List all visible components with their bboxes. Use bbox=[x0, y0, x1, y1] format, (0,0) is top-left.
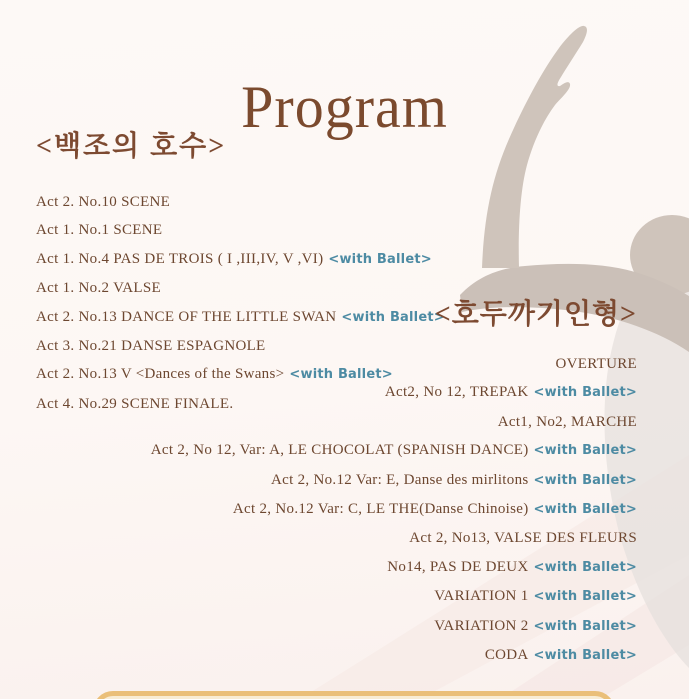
with-ballet-badge: <with Ballet> bbox=[533, 648, 637, 664]
program-item-text: Act 1. No.4 PAS DE TROIS ( I ,III,IV, V ,VI) bbox=[36, 250, 324, 267]
nutcracker-section bbox=[37, 292, 637, 670]
program-item-text: Act 2, No.12 Var: E, Danse des mirlitons bbox=[270, 471, 529, 488]
with-ballet-badge: <with Ballet> bbox=[533, 589, 637, 605]
program-item-text: Act 4. No.29 SCENE FINALE. bbox=[36, 395, 234, 412]
with-ballet-badge: <with Ballet> bbox=[341, 309, 445, 325]
with-ballet-badge: <with Ballet> bbox=[533, 443, 637, 459]
program-item-text: OVERTURE bbox=[555, 356, 637, 372]
program-item-text: CODA bbox=[484, 647, 529, 664]
program-item-text: Act 2. No.13 DANCE OF THE LITTLE SWAN bbox=[36, 308, 337, 325]
program-item bbox=[37, 612, 637, 641]
program-item-text: Act 1. No.1 SCENE bbox=[36, 222, 163, 239]
with-ballet-badge: <with Ballet> bbox=[533, 385, 637, 401]
with-ballet-badge: <with Ballet> bbox=[533, 472, 637, 488]
program-item-text: Act 2. No.13 V <Dances of the Swans> bbox=[36, 366, 285, 383]
with-ballet-badge: <with Ballet> bbox=[533, 502, 637, 518]
arm-silhouette bbox=[482, 26, 587, 268]
with-ballet-badge: <with Ballet> bbox=[533, 618, 637, 634]
program-item bbox=[37, 466, 637, 495]
program-item bbox=[37, 408, 637, 436]
with-ballet-badge: <with Ballet> bbox=[289, 367, 393, 383]
swan-lake-heading: <백조의 호수> bbox=[36, 131, 227, 162]
program-item bbox=[37, 553, 637, 582]
program-item bbox=[37, 436, 637, 465]
program-item-text: Act 2, No.12 Var: C, LE THE(Danse Chinoise) bbox=[232, 501, 529, 518]
program-item bbox=[36, 245, 476, 274]
program-item-text: VARIATION 2 bbox=[434, 617, 529, 634]
program-item bbox=[37, 495, 637, 524]
program-item-text: VARIATION 1 bbox=[434, 588, 529, 605]
program-item bbox=[37, 641, 637, 670]
program-item-text: Act 2, No13, VALSE DES FLEURS bbox=[409, 530, 637, 547]
program-item bbox=[37, 582, 637, 611]
nutcracker-heading: <호두까기인형> bbox=[434, 299, 637, 330]
program-item-text: Act 2. No.10 SCENE bbox=[36, 194, 171, 210]
bottom-panel bbox=[93, 691, 615, 699]
nutcracker-list bbox=[37, 350, 637, 670]
program-item-text: Act 2, No 12, Var: A, LE CHOCOLAT (SPANISH DANCE) bbox=[150, 442, 529, 459]
program-item bbox=[37, 524, 637, 552]
program-item-text: Act1, No2, MARCHE bbox=[497, 413, 637, 430]
program-item bbox=[37, 350, 637, 378]
page-title: Program bbox=[241, 72, 448, 141]
program-item bbox=[36, 188, 476, 216]
program-item bbox=[37, 378, 637, 407]
program-item-text: No14, PAS DE DEUX bbox=[387, 558, 529, 575]
with-ballet-badge: <with Ballet> bbox=[533, 559, 637, 575]
program-item-text: Act2, No 12, TREPAK bbox=[384, 384, 529, 401]
program-item bbox=[36, 216, 476, 244]
with-ballet-badge: <with Ballet> bbox=[328, 251, 432, 267]
program-item-text: Act 3. No.21 DANSE ESPAGNOLE bbox=[36, 338, 266, 355]
program-item-text: Act 1. No.2 VALSE bbox=[36, 280, 161, 297]
